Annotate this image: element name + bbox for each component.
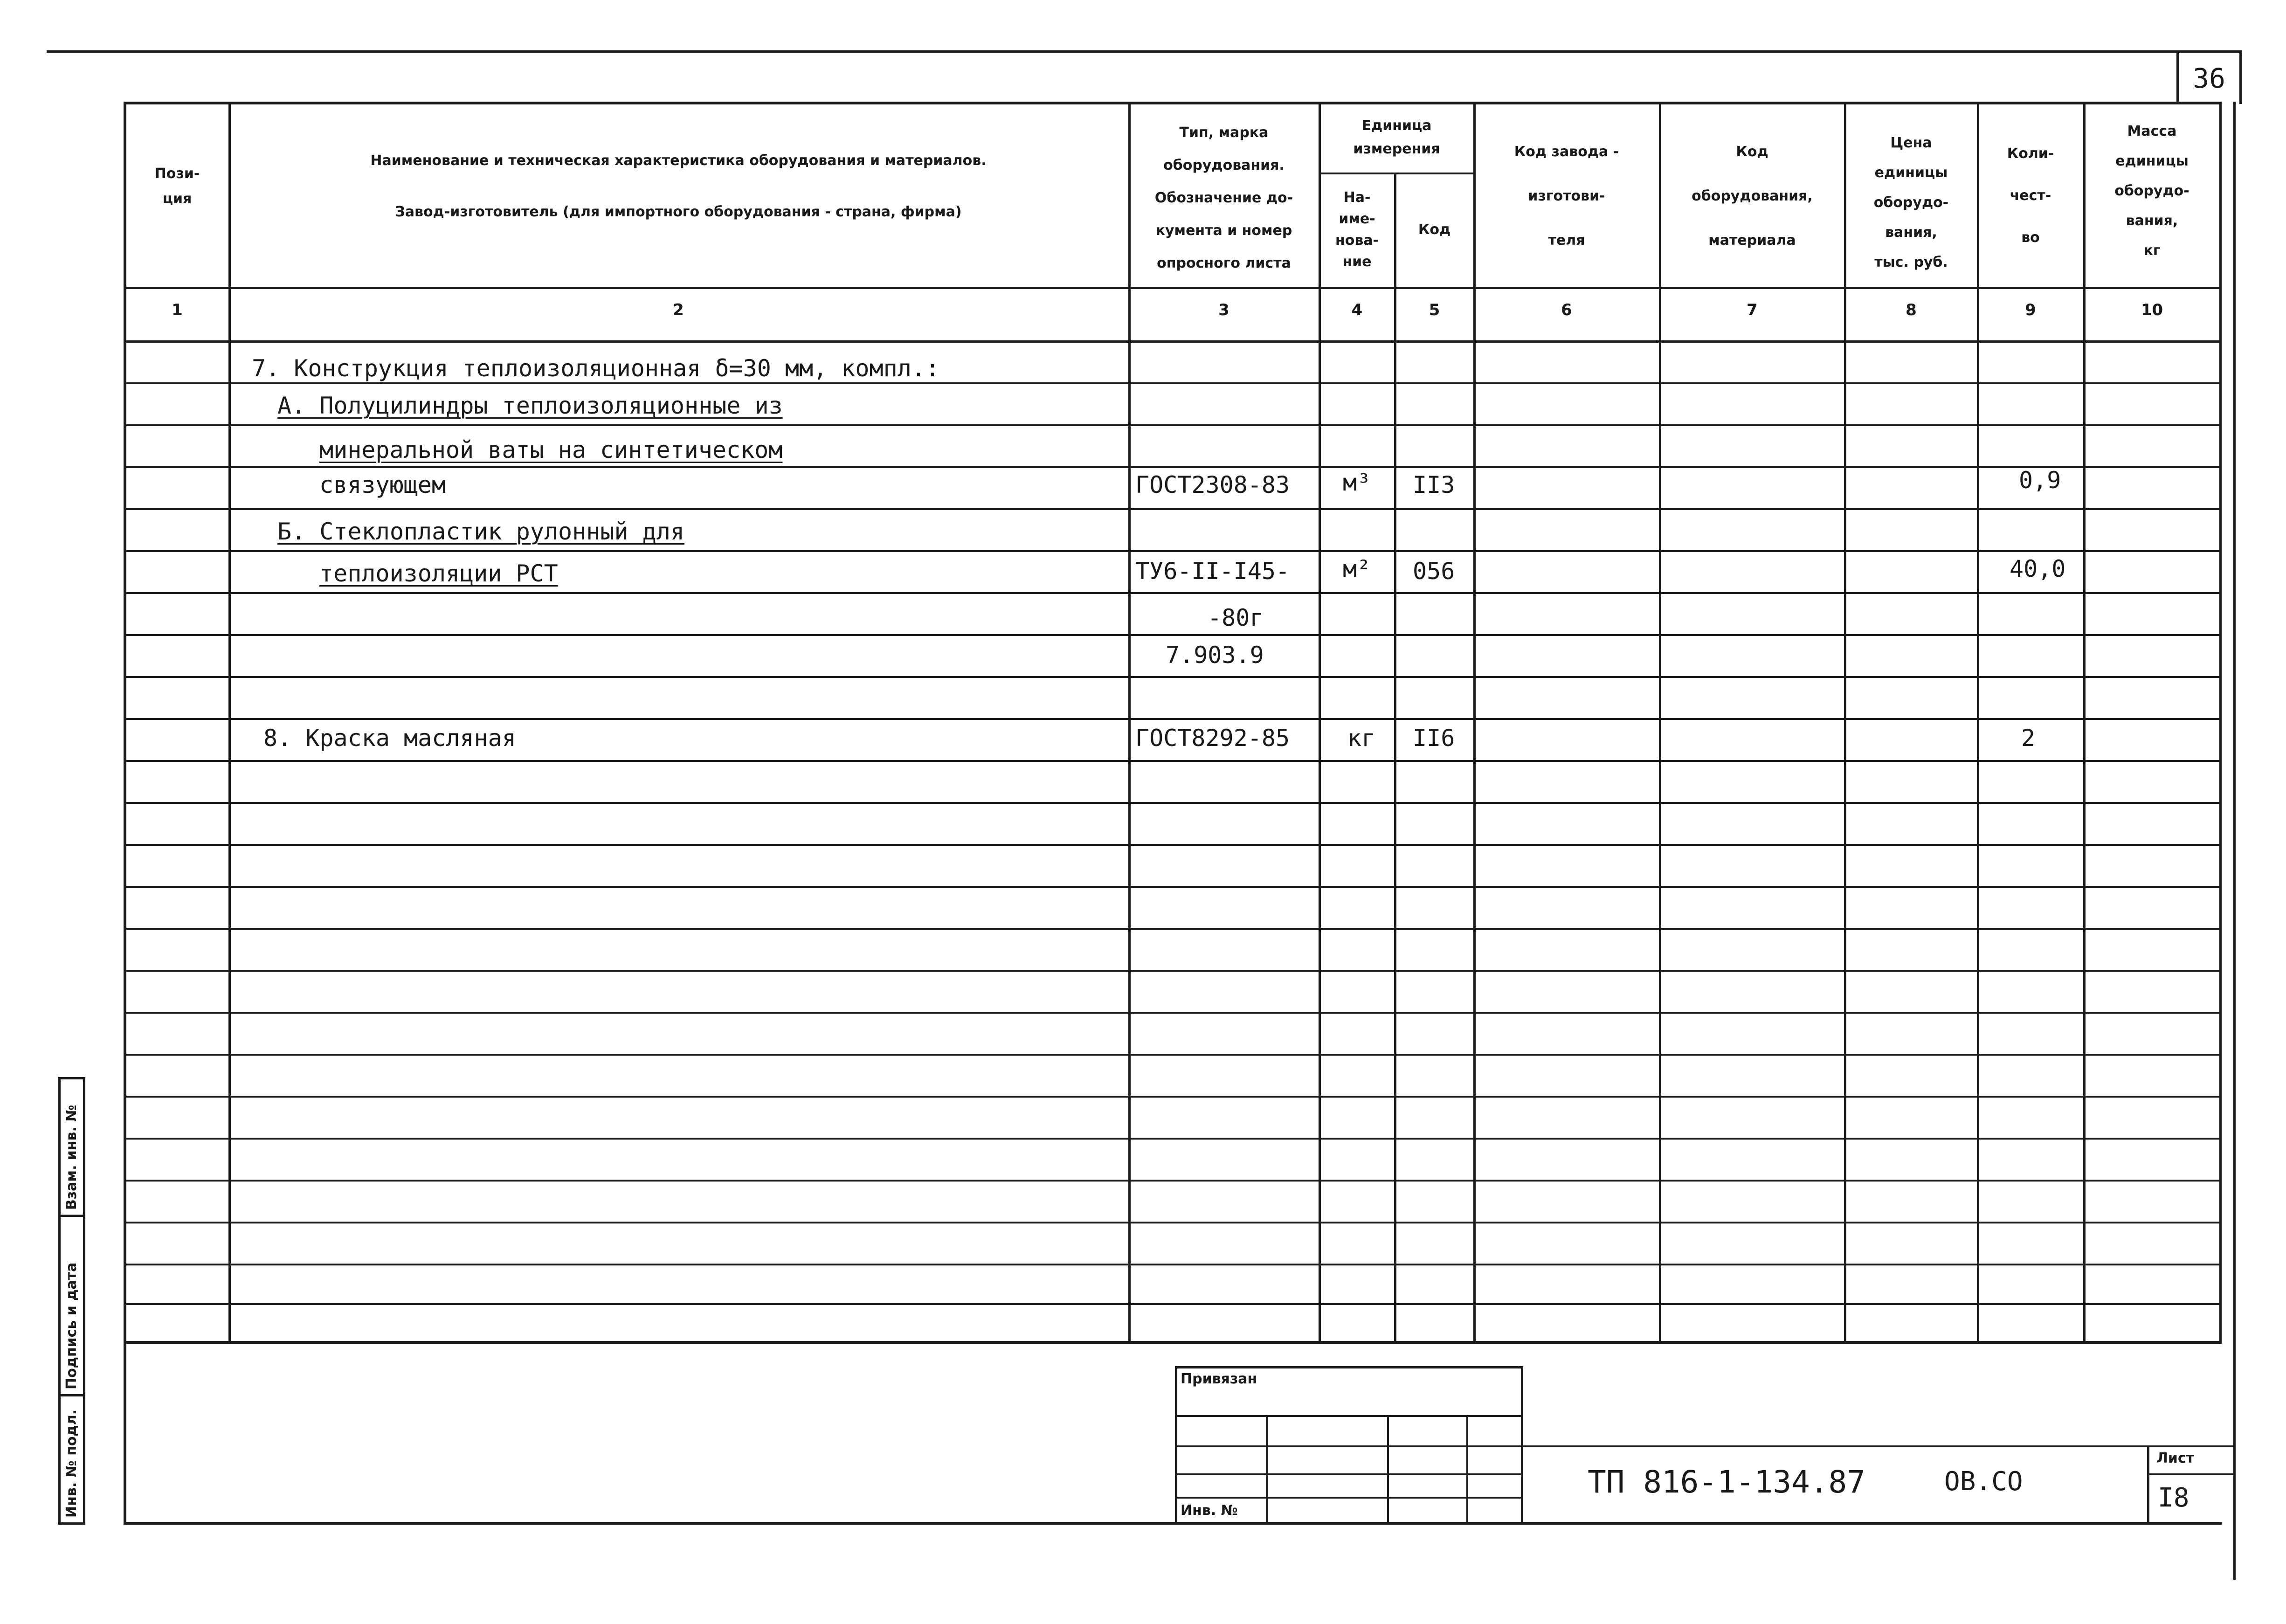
side-strip-div1 [58, 1215, 85, 1217]
row-item-7a-name-line3: связующем [319, 471, 446, 498]
row-line [124, 886, 2222, 888]
header-type [1131, 112, 1317, 284]
header-text: оборудования, [1692, 187, 1813, 204]
row-line [124, 508, 2222, 510]
sheet-box-divider [2147, 1473, 2236, 1475]
header-text: кг [2143, 242, 2161, 259]
column-number-4: 4 [1351, 301, 1363, 319]
row-line [124, 802, 2222, 804]
row-line [124, 1138, 2222, 1140]
header-text: опросного листа [1157, 255, 1291, 271]
row-line [124, 1303, 2222, 1305]
row-line [124, 424, 2222, 426]
column-number-5: 5 [1429, 301, 1440, 319]
row-item-7a-code: II3 [1413, 471, 1455, 498]
header-price [1846, 121, 1976, 284]
row-line [124, 676, 2222, 678]
header-text: име- [1339, 210, 1375, 227]
row-item-7b-qty: 40,0 [2010, 555, 2066, 582]
header-text: На- [1343, 189, 1371, 206]
side-label-inv-original: Инв. № подл. [63, 1409, 80, 1518]
top-rule [47, 50, 2238, 53]
header-text: измерения [1353, 141, 1440, 157]
stamp-grid-line [1175, 1473, 1522, 1475]
header-text: оборудования. [1163, 157, 1285, 173]
row-line [124, 550, 2222, 552]
row-item-7b-unit: м² [1343, 555, 1371, 582]
header-text: чест- [2010, 187, 2051, 204]
side-strip-top [58, 1077, 85, 1079]
row-item-7a-name: А. Полуцилиндры теплоизоляционные из [277, 392, 783, 419]
header-quantity [1979, 126, 2082, 266]
stamp-grid-line [1175, 1445, 1522, 1447]
column-number-10: 10 [2141, 301, 2163, 319]
stamp-bound-label: Привязан [1181, 1371, 1257, 1387]
header-text: ние [1342, 253, 1372, 270]
header-text: Пози- [154, 166, 200, 182]
column-number-2: 2 [673, 301, 684, 319]
row-item-7b-doc: ТУ6-II-I45- [1135, 558, 1290, 585]
row-line [124, 634, 2222, 636]
header-mass [2086, 112, 2218, 270]
header-text: оборудо- [2114, 183, 2189, 199]
row-item-8-name: 8. Краска масляная [263, 725, 516, 752]
header-name [231, 140, 1126, 233]
stamp-grid-vline [1266, 1415, 1268, 1525]
column-number-3: 3 [1218, 301, 1229, 319]
side-strip-bottom [58, 1522, 85, 1525]
sheet-corner-number: 36 [2176, 50, 2242, 104]
header-text: оборудо- [1873, 194, 1949, 211]
stamp-outer-top [1175, 1366, 1522, 1368]
row-line [124, 466, 2222, 468]
header-text: Наименование и техническая характеристика оборудования и материалов. [370, 152, 987, 169]
header-unit-code [1396, 175, 1472, 284]
header-equipment-code [1661, 126, 1843, 266]
header-text: Завод-изготовитель (для импортного оборудования - страна, фирма) [395, 204, 962, 220]
row-line [124, 592, 2222, 594]
column-number-9: 9 [2025, 301, 2036, 319]
header-text: Масса [2127, 123, 2177, 139]
row-line [124, 970, 2222, 972]
row-item-8-qty: 2 [2021, 725, 2036, 752]
stamp-grid-vline [1466, 1415, 1468, 1525]
row-line [124, 1054, 2222, 1056]
row-line [124, 1264, 2222, 1265]
side-strip-left [58, 1077, 61, 1525]
stamp-grid-vline [1387, 1415, 1389, 1525]
header-unit-group [1321, 105, 1472, 170]
header-text: ция [162, 191, 192, 207]
row-line [124, 1012, 2222, 1014]
row-line [124, 382, 2222, 384]
header-text: теля [1548, 232, 1585, 249]
header-text: Тип, марка [1179, 124, 1269, 141]
side-strip-right [83, 1077, 85, 1525]
row-item-7a-doc: ГОСТ2308-83 [1135, 471, 1290, 498]
row-line [124, 1180, 2222, 1182]
side-label-signature-date: Подпись и дата [63, 1262, 80, 1389]
row-item-7-name: 7. Конструкция теплоизоляционная δ=30 мм, компл.: [252, 355, 940, 382]
header-text: изготови- [1528, 187, 1605, 204]
header-text: Цена [1890, 135, 1932, 151]
colnum-bottom-line [124, 340, 2222, 343]
header-text: Коли- [2007, 145, 2054, 162]
header-text: кумента и номер [1155, 222, 1292, 239]
row-item-7b-name: Б. Стеклопластик рулонный для [277, 518, 684, 545]
header-text: во [2021, 229, 2040, 246]
right-edge [2233, 102, 2236, 1580]
header-text: материала [1708, 232, 1796, 249]
row-item-7a-qty: 0,9 [2019, 467, 2061, 494]
column-number-7: 7 [1747, 301, 1758, 319]
row-item-8-unit: кг [1347, 725, 1376, 752]
side-label-replaced-inv: Взам. инв. № [63, 1105, 80, 1210]
header-text: Код [1736, 143, 1768, 160]
row-item-7b-doc-line3: 7.903.9 [1166, 642, 1264, 669]
header-text: Код [1418, 221, 1451, 238]
header-factory-code [1476, 126, 1658, 266]
header-unit-name [1321, 175, 1393, 284]
row-item-7b-name-line2: теплоизоляции РСТ [319, 560, 558, 587]
side-strip-div2 [58, 1394, 85, 1396]
header-text: Код завода - [1514, 143, 1619, 160]
row-item-8-doc: ГОСТ8292-85 [1135, 725, 1290, 752]
header-bottom-line [124, 287, 2222, 289]
sheet-label: Лист [2156, 1450, 2195, 1466]
col-line-4 [1394, 173, 1396, 1342]
row-line [124, 1096, 2222, 1098]
title-block-top [1521, 1445, 2234, 1447]
header-text: нова- [1335, 232, 1379, 249]
header-text: вания, [2126, 213, 2178, 229]
stamp-inv-label: Инв. № [1181, 1502, 1238, 1519]
header-text: единицы [1874, 165, 1948, 181]
row-item-8-code: II6 [1413, 725, 1455, 752]
row-line [124, 844, 2222, 846]
header-text: тыс. руб. [1874, 254, 1948, 270]
row-item-7a-unit: м³ [1343, 469, 1371, 496]
row-line [124, 1222, 2222, 1223]
row-line [124, 928, 2222, 930]
header-position [126, 149, 228, 224]
document-code: ОВ.СО [1944, 1466, 2023, 1497]
table-bottom-line [124, 1341, 2222, 1344]
row-item-7a-name-line2: минеральной ваты на синтетическом [319, 436, 783, 463]
row-line [124, 760, 2222, 762]
header-text: Единица [1361, 117, 1432, 134]
sheet-box-left [2147, 1445, 2149, 1525]
header-text: единицы [2115, 153, 2189, 169]
sheet-number: I8 [2158, 1483, 2189, 1513]
column-number-6: 6 [1561, 301, 1572, 319]
row-item-7b-doc-line2: -80г [1208, 604, 1264, 631]
row-line [124, 718, 2222, 720]
project-code: ТП 816-1-134.87 [1588, 1464, 1866, 1500]
unit-group-line [1319, 173, 1473, 174]
column-number-8: 8 [1906, 301, 1917, 319]
header-text: Обозначение до- [1154, 190, 1293, 206]
row-item-7b-code: 056 [1413, 558, 1455, 585]
stamp-grid-line [1175, 1415, 1522, 1417]
header-text: вания, [1885, 224, 1937, 241]
column-number-1: 1 [172, 301, 183, 319]
stamp-grid-line [1175, 1497, 1522, 1499]
